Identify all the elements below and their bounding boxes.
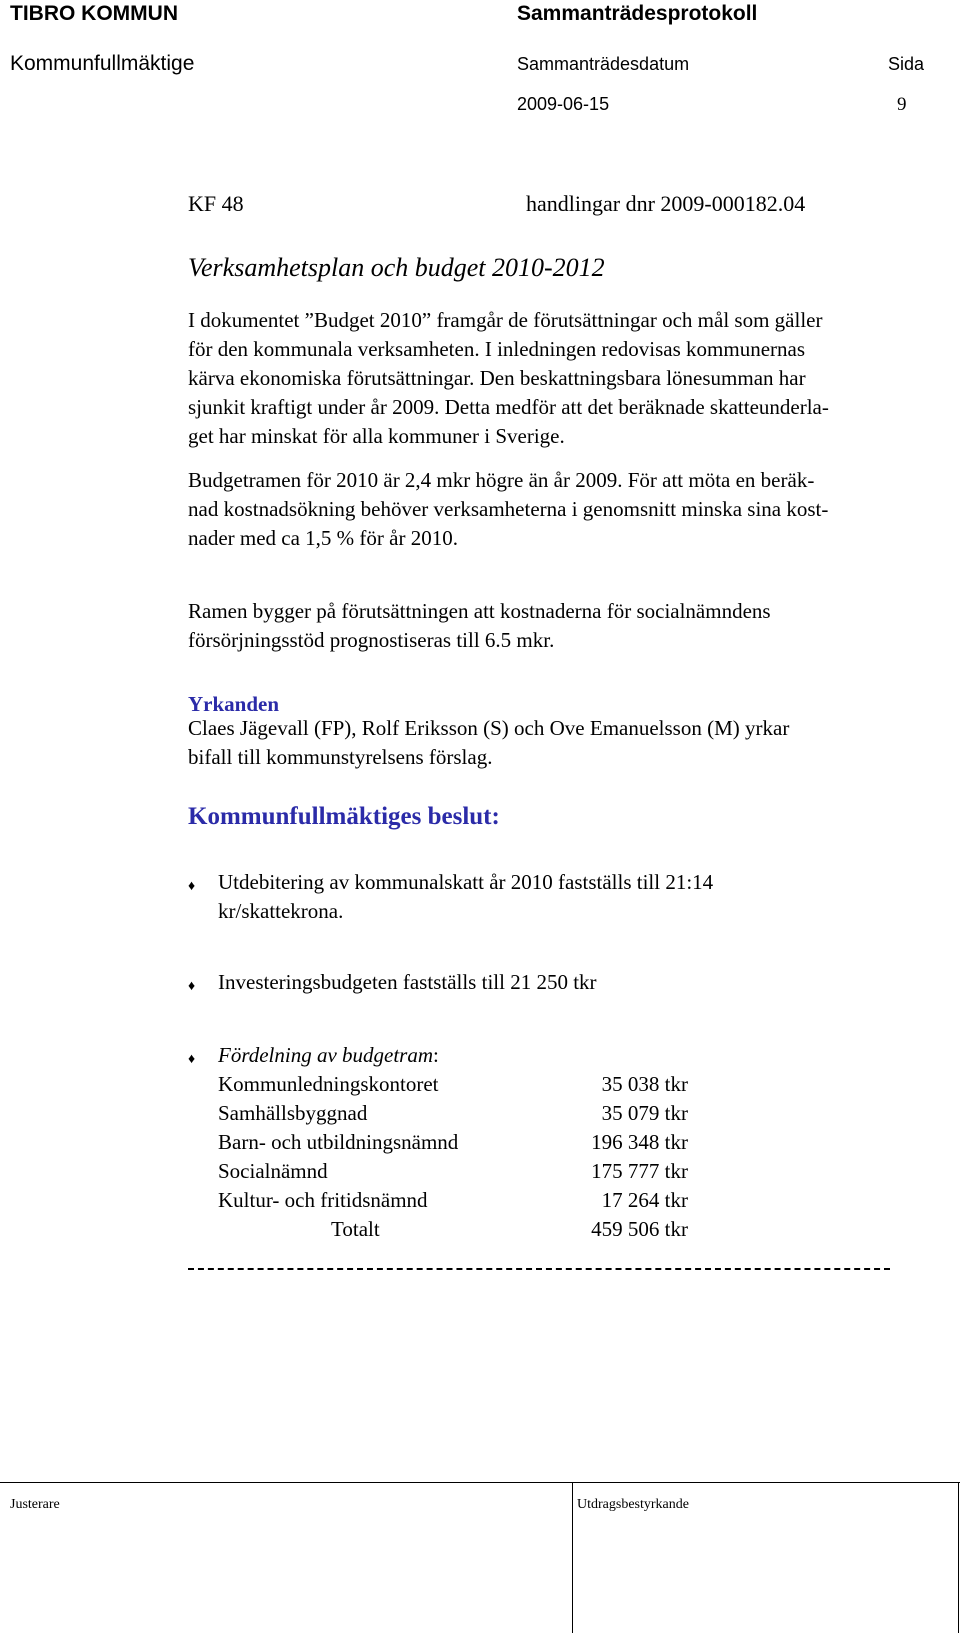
decision-item-investment-budget	[218, 968, 597, 997]
paragraph-frame-assumption	[188, 597, 908, 655]
page-number: 9	[897, 94, 907, 115]
allocation-row-amount: 17 264 tkr	[601, 1188, 688, 1212]
paragraph-line: försörjningsstöd prognostiseras till 6.5 mkr.	[188, 628, 555, 652]
footer-adjuster-box	[0, 1482, 573, 1633]
governing-body: Kommunfullmäktige	[10, 52, 195, 75]
paragraph-line: nad kostnadsökning behöver verksamheterna i genomsnitt minska sina kost-	[188, 497, 829, 521]
allocation-row-amount: 35 038 tkr	[601, 1072, 688, 1096]
motions-line: bifall till kommunstyrelsens förslag.	[188, 745, 493, 769]
diamond-bullet-icon: ♦	[188, 1052, 196, 1067]
diamond-bullet-icon: ♦	[188, 979, 196, 994]
document-type: Sammanträdesprotokoll	[517, 2, 758, 25]
paragraph-line: get har minskat för alla kommuner i Sverige.	[188, 424, 565, 448]
dashed-separator	[188, 1268, 890, 1270]
allocation-row-name: Socialnämnd	[218, 1159, 328, 1183]
paragraph-line: för den kommunala verksamheten. I inledningen redovisas kommunernas	[188, 337, 805, 361]
decision-line: Utdebitering av kommunalskatt år 2010 fastställs till 21:14	[218, 870, 714, 894]
organization-name: TIBRO KOMMUN	[10, 2, 178, 25]
paragraph-line: nader med ca 1,5 % för år 2010.	[188, 526, 458, 550]
allocation-row	[218, 1099, 688, 1128]
extract-certification-label: Utdragsbestyrkande	[577, 1497, 689, 1512]
decision-heading: Kommunfullmäktiges beslut:	[188, 803, 500, 830]
case-title: Verksamhetsplan och budget 2010-2012	[188, 253, 605, 282]
allocation-total-label: Totalt	[331, 1217, 380, 1241]
allocation-row-name: Kultur- och fritidsnämnd	[218, 1188, 428, 1212]
decision-line: kr/skattekrona.	[218, 899, 344, 923]
paragraph-line: kärva ekonomiska förutsättningar. Den beskattningsbara lönesumman har	[188, 366, 806, 390]
allocation-row	[218, 1186, 688, 1215]
allocation-heading-text: Fördelning av budgetram	[218, 1043, 434, 1067]
allocation-total-row	[218, 1215, 688, 1244]
allocation-row-amount: 175 777 tkr	[591, 1159, 688, 1183]
diamond-bullet-icon: ♦	[188, 879, 196, 894]
paragraph-budget-frame	[188, 466, 908, 553]
diary-number: handlingar dnr 2009-000182.04	[526, 191, 806, 216]
allocation-row-name: Kommunledningskontoret	[218, 1072, 439, 1096]
paragraph-line: I dokumentet ”Budget 2010” framgår de förutsättningar och mål som gäller	[188, 308, 823, 332]
decision-line: Investeringsbudgeten fastställs till 21 250 tkr	[218, 970, 597, 994]
allocation-row-amount: 196 348 tkr	[591, 1130, 688, 1154]
paragraph-budget-document	[188, 306, 908, 451]
motions-line: Claes Jägevall (FP), Rolf Eriksson (S) och Ove Emanuelsson (M) yrkar	[188, 716, 790, 740]
allocation-row-amount: 35 079 tkr	[601, 1101, 688, 1125]
allocation-heading-colon: :	[433, 1043, 439, 1067]
allocation-row	[218, 1157, 688, 1186]
motions-heading: Yrkanden	[188, 692, 280, 716]
paragraph-line: Ramen bygger på förutsättningen att kostnaderna för socialnämndens	[188, 599, 771, 623]
allocation-heading	[218, 1041, 439, 1070]
motions-text	[188, 714, 908, 772]
allocation-row-name: Barn- och utbildningsnämnd	[218, 1130, 459, 1154]
allocation-row-name: Samhällsbyggnad	[218, 1101, 368, 1125]
adjuster-label: Justerare	[10, 1497, 60, 1512]
paragraph-line: sjunkit kraftigt under år 2009. Detta medför att det beräknade skatteunderla-	[188, 395, 829, 419]
page-label: Sida	[888, 54, 925, 74]
meeting-date: 2009-06-15	[517, 94, 610, 114]
paragraph-line: Budgetramen för 2010 är 2,4 mkr högre än år 2009. För att möta en beräk-	[188, 468, 815, 492]
allocation-total-amount: 459 506 tkr	[591, 1217, 688, 1241]
allocation-row	[218, 1070, 688, 1099]
meeting-date-label: Sammanträdesdatum	[517, 54, 690, 74]
case-reference: KF 48	[188, 191, 244, 216]
allocation-row	[218, 1128, 688, 1157]
decision-item-tax-rate	[218, 868, 713, 926]
